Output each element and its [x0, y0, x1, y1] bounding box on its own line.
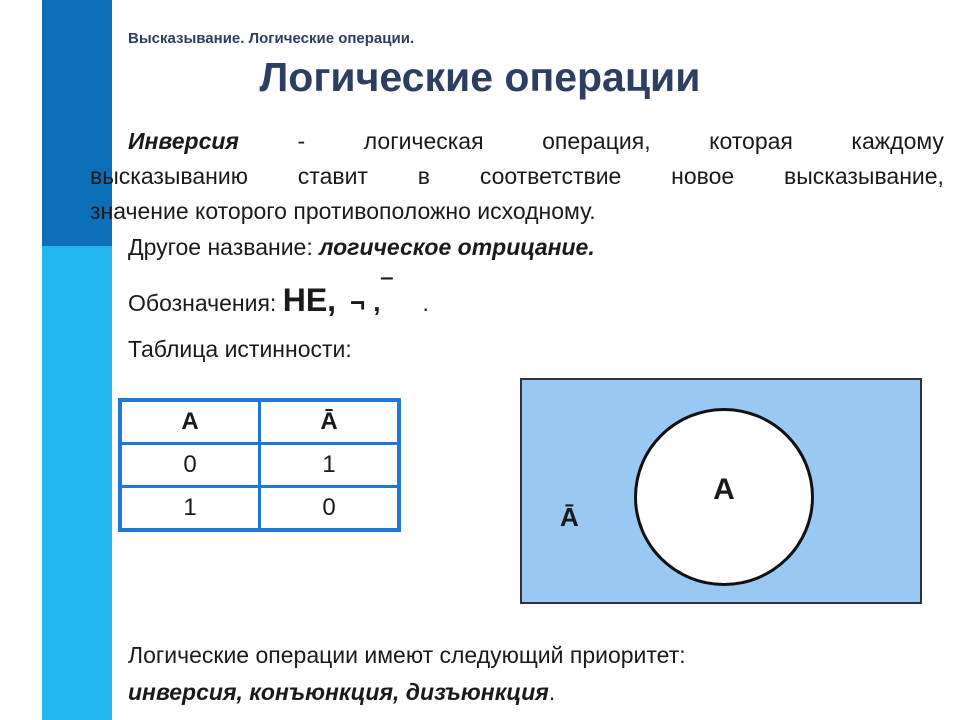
other-name-label: Другое название: — [128, 234, 320, 260]
definition-line-1 — [90, 124, 944, 159]
table-cell: 1 — [260, 444, 400, 487]
side-bar-light — [42, 246, 112, 720]
table-header-cell: Ā — [260, 400, 400, 444]
truth-table — [118, 398, 401, 532]
definition-word: соответствие — [479, 163, 622, 189]
slide-title: Логические операции — [259, 54, 701, 100]
definition-word: новое — [671, 163, 735, 189]
truth-table-label: Таблица истинности: — [128, 336, 352, 362]
priority-order: инверсия, конъюнкция, дизъюнкция — [128, 679, 549, 705]
designation-overline-symbol — [380, 274, 404, 304]
table-cell: 0 — [120, 444, 260, 487]
designation-ne: НЕ, — [282, 282, 337, 318]
designations-label: Обозначения: — [128, 290, 283, 316]
table-header-row — [120, 400, 399, 444]
definition-term: Инверсия — [128, 128, 239, 154]
other-name-line — [128, 234, 595, 261]
priority-end: . — [548, 679, 556, 705]
other-name-value: логическое отрицание. — [319, 234, 595, 260]
designation-comma: , — [373, 287, 381, 317]
designation-end: . — [422, 290, 429, 316]
definition-word: логическая — [363, 128, 484, 154]
table-cell: 0 — [260, 487, 400, 531]
priority-line-1: Логические операции имеют следующий приоритет: — [128, 642, 686, 668]
venn-outer-label: Ā — [560, 502, 579, 532]
venn-diagram — [520, 378, 922, 604]
designations-line — [128, 274, 429, 319]
designation-negation-symbol: ¬ — [350, 287, 366, 317]
definition-word: ставит — [297, 163, 368, 189]
definition-word: - — [297, 128, 306, 154]
definition-word: в — [417, 163, 430, 189]
slide-subtitle: Высказывание. Логические операции. — [128, 30, 415, 47]
venn-circle-a — [634, 408, 814, 586]
definition-line-3: значение которого противоположно исходному. — [90, 198, 596, 224]
table-header-cell: A — [120, 400, 260, 444]
table-row — [120, 487, 399, 531]
definition-word: операция, — [542, 128, 651, 154]
definition-paragraph — [90, 124, 944, 229]
definition-word: которая — [709, 128, 793, 154]
overline-glyph: ‾ — [382, 274, 392, 304]
venn-inner-label: A — [713, 473, 735, 506]
definition-line-2 — [90, 159, 944, 194]
definition-word: каждому — [851, 128, 944, 154]
definition-word: высказывание, — [784, 163, 944, 189]
definition-word: высказыванию — [90, 163, 248, 189]
table-row — [120, 444, 399, 487]
priority-line-2 — [128, 679, 555, 706]
table-cell: 1 — [120, 487, 260, 531]
